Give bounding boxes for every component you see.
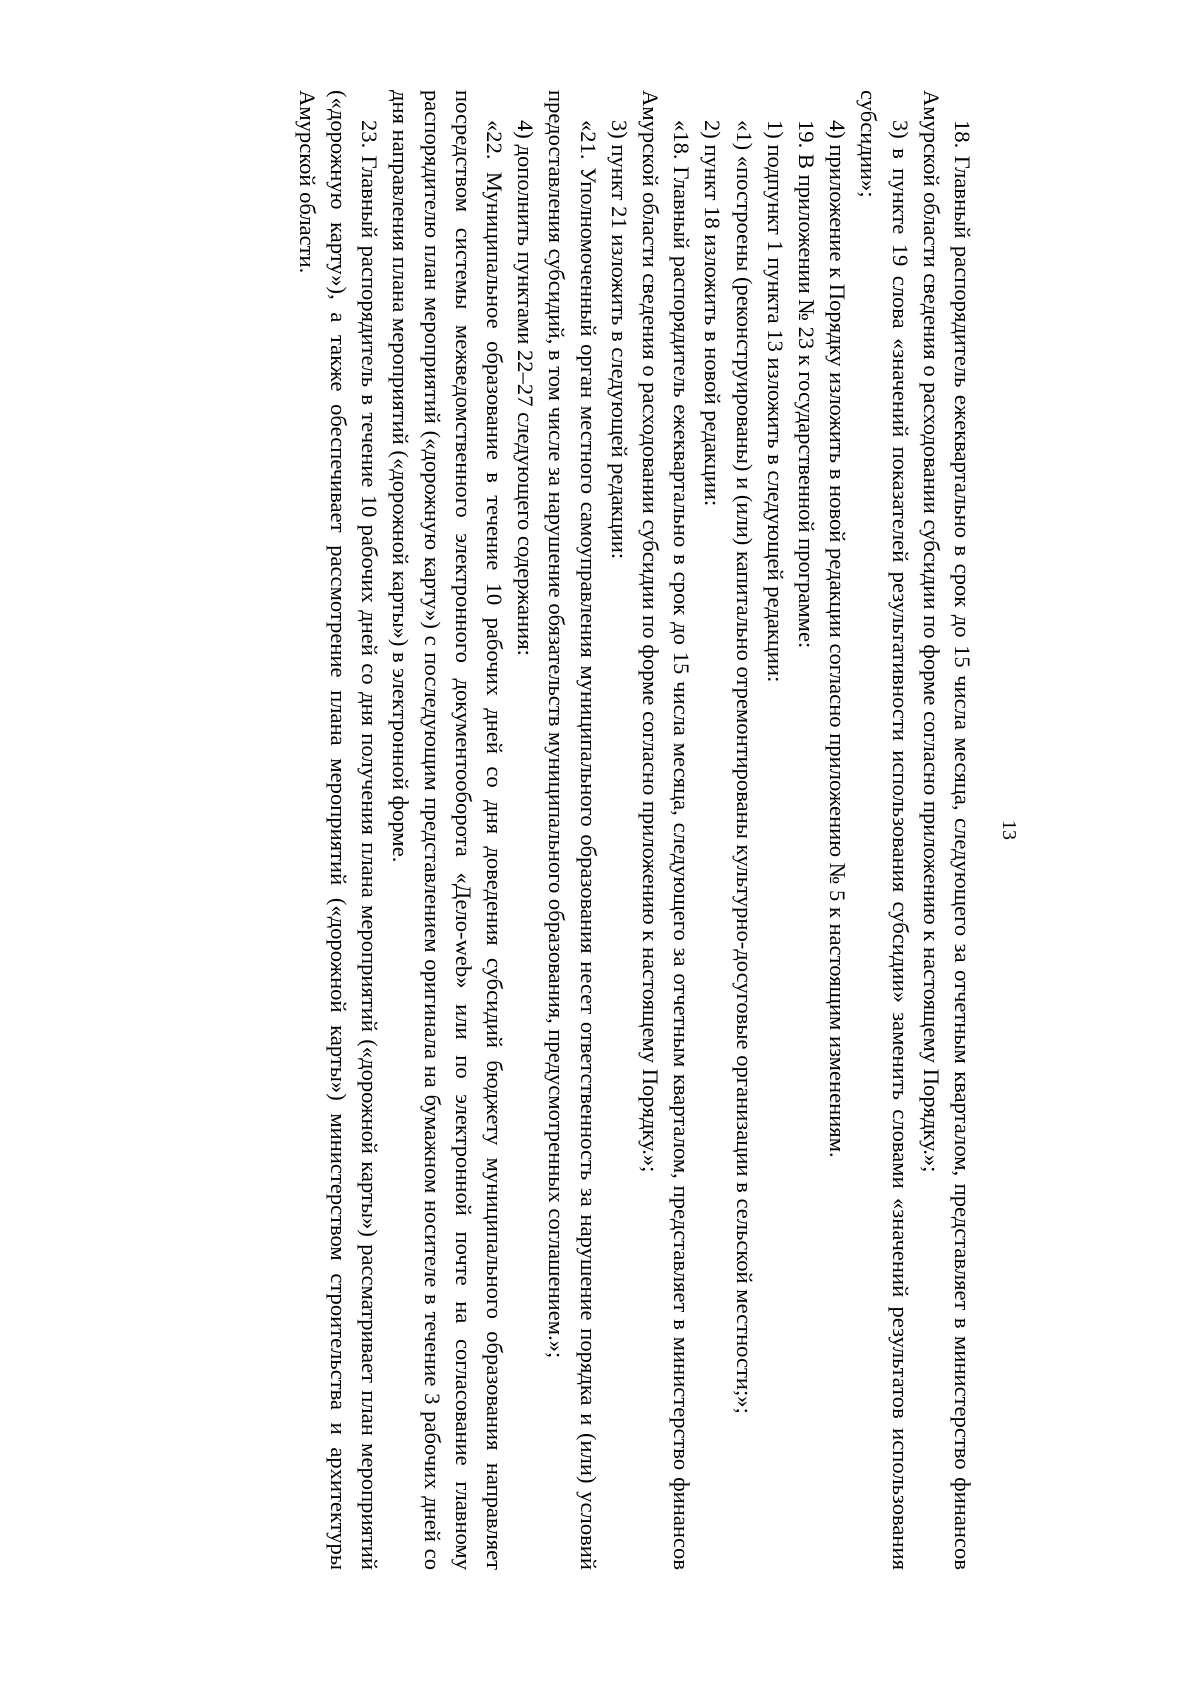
paragraph-subitem-1-point-13: 1) подпункт 1 пункта 13 изложить в следующей редакции:: [762, 120, 788, 683]
paragraph-quoted-subitem-1: «1) «построены (реконструированы) и (или) капитально отремонтированы культурно-досуговые организации в сельской местности;»;: [731, 120, 757, 1414]
rotated-text-block: [160, 90, 1040, 1570]
paragraph-item-2-point-18: 2) пункт 18 изложить в новой редакции:: [700, 120, 726, 507]
paragraph-item-4-appendix: 4) приложение к Порядку изложить в новой редакции согласно приложению № 5 к настоящим изменениям.: [825, 120, 851, 1158]
paragraph-quoted-22: «22. Муниципальное образование в течение 10 рабочих дней со дня доведения субсидий бюджету муниципального образования направляет посредством системы межведомственного электронного документооборота «Дело-web» или по электронной почте на согласование главному распорядителю план мероприятий («дорожную карту») с последующим представлением оригинала на бумажном носителе в течение 3 рабочих дней со дня направления плана мероприятий («дорожной карты») в электронной форме.: [388, 90, 507, 1570]
paragraph-19-appendix-23: 19. В приложении № 23 к государственной программе:: [793, 120, 819, 649]
paragraph-23: 23. Главный распорядитель в течение 10 рабочих дней со дня получения плана мероприятий («дорожной карты») рассматривает план мероприятий («дорожную карту»), а также обеспечивает рассмотрение плана мероприятий («дорожной карты») министерством строительства и архитектуры Амурской области.: [294, 90, 383, 1570]
paragraph-item-4-points-22-27: 4) дополнить пунктами 22–27 следующего содержания:: [513, 120, 539, 656]
paragraph-18: 18. Главный распорядитель ежеквартально в срок до 15 числа месяца, следующего за отчетным кварталом, представляет в министерство финансов Амурской области сведения о расходовании субсидии по форме согласно приложению к настоящему Порядку.»;: [918, 90, 975, 1570]
paragraph-item-3-point-21: 3) пункт 21 изложить в следующей редакции:: [606, 120, 632, 560]
page-number: 13: [998, 820, 1020, 840]
paragraph-quoted-18: «18. Главный распорядитель ежеквартально в срок до 15 числа месяца, следующего за отчетным кварталом, представляет в министерство финансов Амурской области сведения о расходовании субсидии по форме согласно приложению к настоящему Порядку.»;: [637, 90, 695, 1570]
paragraph-item-3-point-19: 3) в пункте 19 слова «значений показателей результативности использования субсидии» заменить словами «значений результатов использования субсидии»;: [856, 90, 913, 1570]
paragraph-quoted-21: «21. Уполномоченный орган местного самоуправления муниципального образования несет ответственность за нарушение порядка и (или) условий предоставления субсидий, в том числе за нарушение обязательств муниципального образования, предусмотренных соглашением.»;: [544, 90, 601, 1570]
